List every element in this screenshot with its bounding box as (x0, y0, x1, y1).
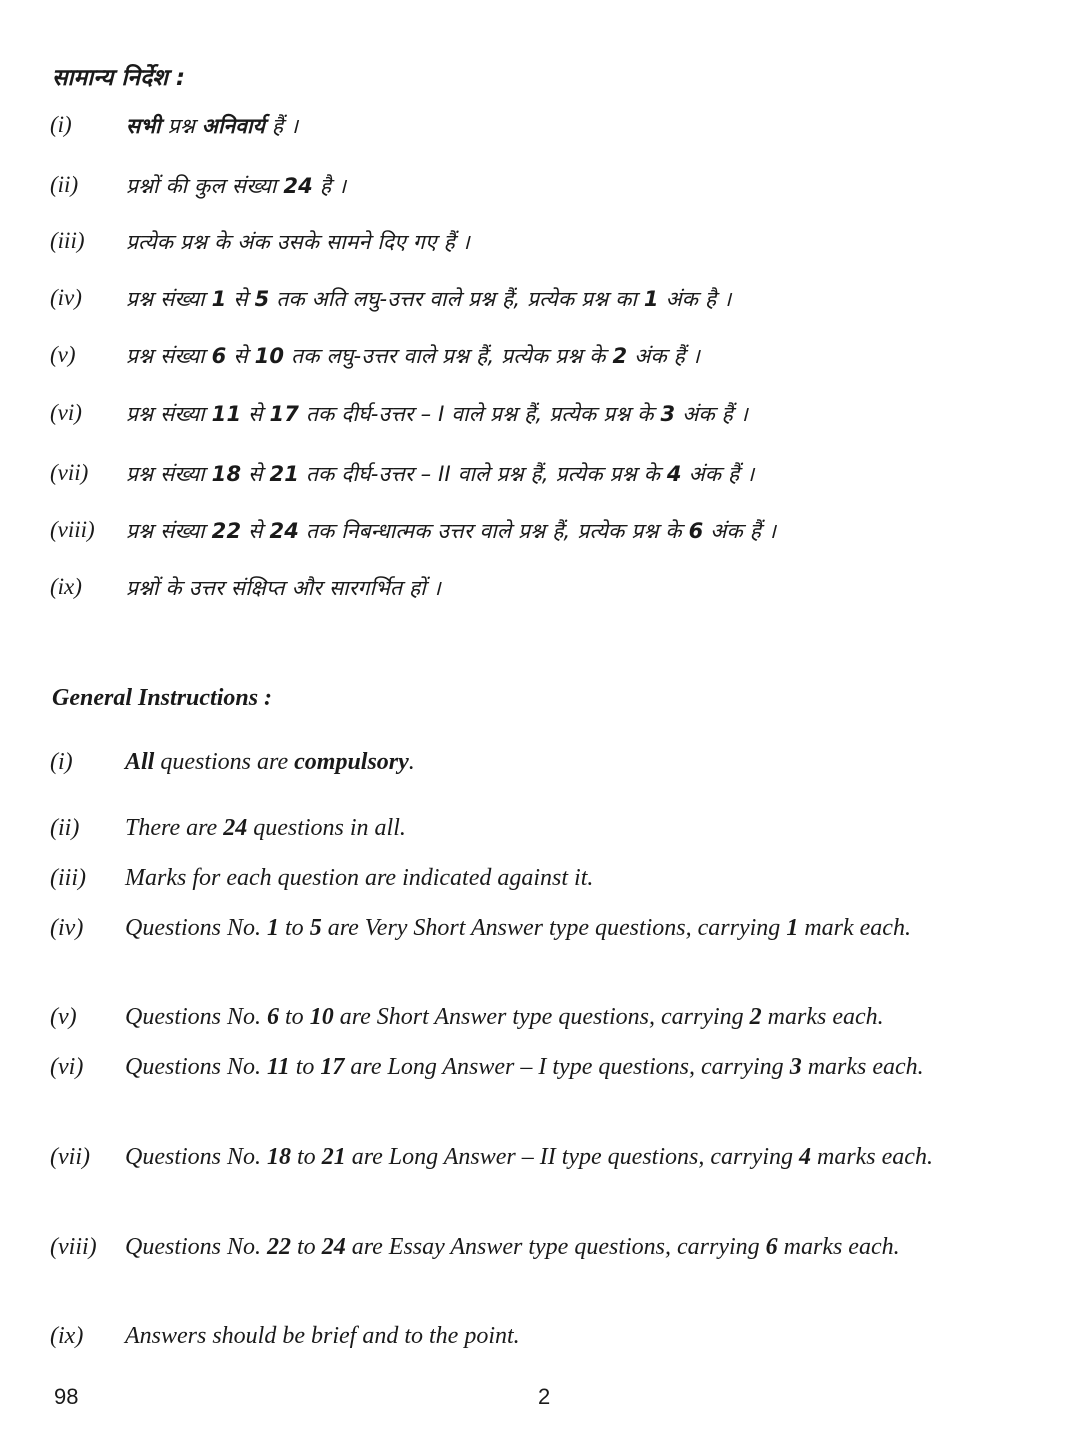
item-text: Questions No. 11 to 17 are Long Answer – I type questions, carrying 3 marks each. (125, 1054, 924, 1080)
item-text: All questions are compulsory. (125, 749, 415, 775)
item-number: (ii) (50, 815, 80, 841)
item-number: (iii) (50, 865, 86, 891)
item-text: Questions No. 1 to 5 are Very Short Answer type questions, carrying 1 mark each. (125, 915, 911, 941)
english-heading: General Instructions : (52, 685, 273, 711)
item-text: सभी प्रश्न अनिवार्य हैं । (126, 114, 299, 138)
item-number: (ix) (50, 574, 82, 599)
item-number: (i) (50, 749, 73, 775)
item-text: Marks for each question are indicated against it. (125, 865, 594, 891)
item-text: Questions No. 6 to 10 are Short Answer type questions, carrying 2 marks each. (125, 1004, 884, 1030)
item-number: (iii) (50, 228, 85, 253)
item-text: प्रश्न संख्या 6 से 10 तक लघु-उत्तर वाले प्रश्न हैं, प्रत्येक प्रश्न के 2 अंक हैं । (126, 344, 701, 368)
item-number: (viii) (50, 1234, 97, 1260)
item-text: Questions No. 22 to 24 are Essay Answer type questions, carrying 6 marks each. (125, 1234, 900, 1260)
item-text: प्रश्न संख्या 11 से 17 तक दीर्घ-उत्तर – I वाले प्रश्न हैं, प्रत्येक प्रश्न के 3 अंक हैं । (126, 402, 749, 426)
item-text: प्रश्न संख्या 18 से 21 तक दीर्घ-उत्तर – II वाले प्रश्न हैं, प्रत्येक प्रश्न के 4 अंक हैं । (126, 462, 755, 486)
item-text: प्रश्नों की कुल संख्या 24 है । (126, 174, 347, 198)
item-number: (vii) (50, 460, 89, 485)
item-text: प्रश्न संख्या 22 से 24 तक निबन्धात्मक उत्तर वाले प्रश्न हैं, प्रत्येक प्रश्न के 6 अंक हैं । (126, 519, 777, 543)
item-number: (vii) (50, 1144, 90, 1170)
hindi-heading: सामान्य निर्देश : (52, 65, 186, 91)
item-number: (iv) (50, 915, 84, 941)
item-text: प्रश्न संख्या 1 से 5 तक अति लघु-उत्तर वाले प्रश्न हैं, प्रत्येक प्रश्न का 1 अंक है । (126, 287, 732, 311)
paper-code: 98 (54, 1384, 79, 1409)
item-number: (viii) (50, 517, 95, 542)
item-text: Answers should be brief and to the point. (125, 1323, 520, 1349)
item-text: There are 24 questions in all. (125, 815, 406, 841)
item-number: (vi) (50, 400, 82, 425)
item-number: (iv) (50, 285, 82, 310)
item-number: (v) (50, 342, 76, 367)
item-text: प्रत्येक प्रश्न के अंक उसके सामने दिए गए हैं । (126, 230, 470, 254)
item-text: Questions No. 18 to 21 are Long Answer – II type questions, carrying 4 marks each. (125, 1144, 933, 1170)
item-number: (v) (50, 1004, 77, 1030)
page-number: 2 (538, 1384, 551, 1409)
item-number: (ix) (50, 1323, 84, 1349)
item-text: प्रश्नों के उत्तर संक्षिप्त और सारगर्भित हों । (126, 576, 441, 600)
item-number: (ii) (50, 172, 79, 197)
item-number: (i) (50, 112, 72, 137)
item-number: (vi) (50, 1054, 84, 1080)
